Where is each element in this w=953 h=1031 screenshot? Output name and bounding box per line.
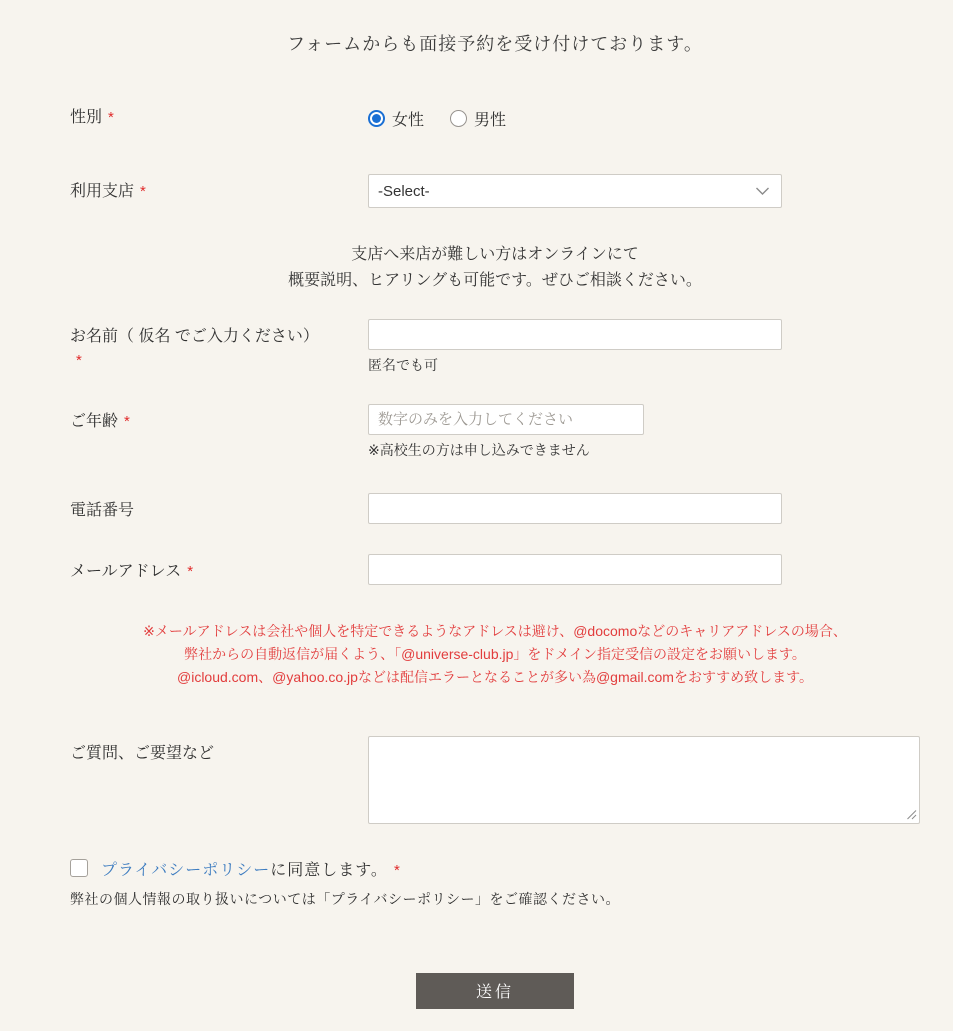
gender-control	[368, 106, 920, 130]
radio-label-male: 男性	[474, 112, 507, 129]
branch-label-wrap	[70, 174, 368, 204]
required-asterisk: *	[187, 562, 194, 580]
questions-label: ご質問、ご要望など	[70, 744, 215, 762]
phone-field-row	[70, 493, 920, 524]
questions-control	[368, 736, 920, 824]
email-warning-line2: 弊社からの自動返信が届くよう、「@universe-club.jp」をドメイン指定受信の設定をお願いします。	[184, 645, 806, 662]
privacy-note: 弊社の個人情報の取り扱いについては「プライバシーポリシー」をご確認ください。	[70, 890, 621, 907]
submit-button[interactable]: 送信	[416, 973, 574, 1009]
gender-field-row	[70, 106, 920, 130]
required-asterisk: *	[140, 183, 146, 200]
required-asterisk: *	[124, 412, 130, 430]
name-label-wrap	[70, 319, 368, 373]
name-note: 匿名でも可	[368, 356, 438, 373]
phone-label-wrap	[70, 493, 368, 523]
email-warning-line3: @icloud.com、@yahoo.co.jpなどは配信エラーとなることが多い為@gmail.comをおすすめ致します。	[177, 668, 813, 685]
age-control	[368, 404, 920, 460]
online-consultation-note	[70, 242, 920, 294]
email-control	[368, 554, 920, 585]
radio-option-female[interactable]	[368, 107, 424, 130]
name-label: お名前（ 仮名 でご入力ください）	[70, 327, 319, 345]
phone-control	[368, 493, 920, 524]
branch-control	[368, 174, 920, 208]
branch-select[interactable]	[368, 174, 782, 208]
online-consultation-note-line1: 支店へ来店が難しい方はオンラインにて	[351, 246, 639, 263]
age-label: ご年齢	[70, 412, 119, 430]
form-intro-title: フォームからも面接予約を受け付けております。	[287, 34, 703, 54]
name-input[interactable]	[368, 319, 782, 350]
radio-option-male[interactable]	[450, 107, 506, 130]
questions-label-wrap	[70, 736, 368, 766]
age-note: ※高校生の方は申し込みできません	[368, 441, 590, 458]
name-field-row	[70, 319, 920, 375]
questions-textarea-wrap	[368, 736, 920, 824]
gender-radio-group	[368, 106, 920, 130]
email-warning-note	[70, 620, 920, 689]
privacy-agreement-text	[101, 857, 400, 880]
email-label-wrap	[70, 554, 368, 584]
privacy-agreement-suffix: に同意します。	[270, 861, 388, 879]
email-field-row	[70, 554, 920, 585]
phone-input[interactable]	[368, 493, 782, 524]
privacy-agreement-row	[70, 857, 920, 880]
resize-handle-icon[interactable]	[906, 809, 917, 820]
email-warning-line1: ※メールアドレスは会社や個人を特定できるようなアドレスは避け、@docomoなどのキャリアアドレスの場合、	[143, 622, 847, 639]
branch-label: 利用支店	[70, 183, 135, 200]
email-input[interactable]	[368, 554, 782, 585]
gender-label: 性別	[70, 109, 103, 126]
required-asterisk: *	[108, 109, 114, 126]
radio-icon-male	[450, 110, 467, 127]
age-field-row	[70, 404, 920, 460]
phone-label: 電話番号	[70, 501, 135, 519]
online-consultation-note-line2: 概要説明、ヒアリングも可能です。ぜひご相談ください。	[288, 271, 702, 289]
privacy-checkbox[interactable]	[70, 859, 88, 877]
branch-select-wrap	[368, 174, 782, 208]
required-asterisk: *	[393, 861, 400, 879]
radio-icon-female	[368, 110, 385, 127]
gender-label-wrap	[70, 106, 368, 130]
branch-field-row	[70, 174, 920, 208]
radio-label-female: 女性	[392, 112, 425, 129]
privacy-policy-link[interactable]: プライバシーポリシー	[101, 861, 271, 879]
questions-field-row	[70, 736, 920, 824]
email-label: メールアドレス	[70, 562, 182, 580]
name-control	[368, 319, 920, 375]
form-content	[70, 0, 920, 1009]
age-label-wrap	[70, 404, 368, 434]
questions-textarea[interactable]	[368, 736, 920, 824]
required-asterisk: *	[76, 351, 82, 369]
age-input[interactable]	[368, 404, 644, 435]
